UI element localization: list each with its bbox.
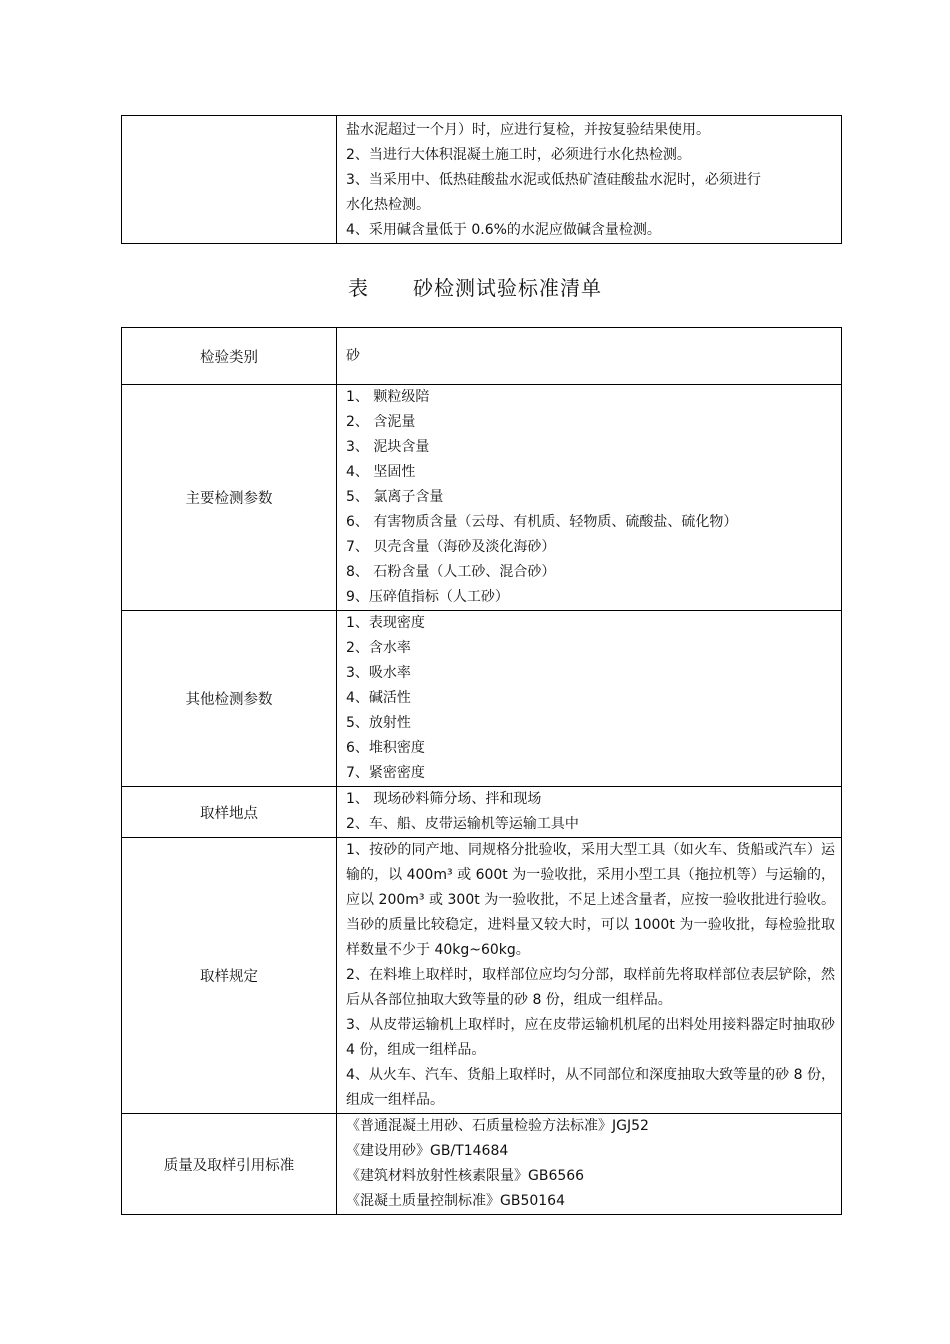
- sampling-rules-label: 取样规定: [122, 838, 337, 1114]
- table-row-standards: [122, 1114, 842, 1215]
- list-item: 1、 现场砂料筛分场、拌和现场: [346, 791, 542, 807]
- list-item: 4、碱活性: [346, 690, 411, 706]
- note-line: 3、当采用中、低热硅酸盐水泥或低热矿渣硅酸盐水泥时，必须进行: [346, 171, 761, 188]
- list-item: 3、 泥块含量: [346, 439, 430, 455]
- other-params-label: 其他检测参数: [122, 611, 337, 787]
- rule-paragraph: 2、在料堆上取样时，取样部位应均匀分部，取样前先将取样部位表层铲除，然后从各部位抽取大致等量的砂 8 份，组成一组样品。: [346, 967, 835, 1008]
- cement-notes-cell: [337, 116, 842, 244]
- list-item: 5、放射性: [346, 715, 411, 731]
- note-line: 4、采用碱含量低于 0.6%的水泥应做碱含量检测。: [346, 221, 661, 238]
- list-item: 1、表现密度: [346, 615, 425, 631]
- rule-paragraph: 3、从皮带运输机上取样时，应在皮带运输机机尾的出料处用接料器定时抽取砂 4 份，组成一组样品。: [346, 1017, 835, 1058]
- sampling-location-list: [337, 787, 842, 838]
- category-label: 检验类别: [122, 328, 337, 385]
- list-item: 9、压碎值指标（人工砂）: [346, 589, 509, 605]
- list-item: 5、 氯离子含量: [346, 489, 444, 505]
- sampling-rules-text: [337, 838, 842, 1114]
- table-title: [0, 272, 950, 301]
- table-row-main-params: [122, 385, 842, 611]
- list-item: 6、 有害物质含量（云母、有机质、轻物质、硫酸盐、硫化物）: [346, 514, 738, 530]
- continuation-table: [121, 115, 842, 244]
- other-params-list: [337, 611, 842, 787]
- list-item: 2、 含泥量: [346, 414, 416, 430]
- empty-label-cell: [122, 116, 337, 244]
- list-item: 4、 坚固性: [346, 464, 416, 480]
- sampling-location-label: 取样地点: [122, 787, 337, 838]
- list-item: 1、 颗粒级陪: [346, 389, 430, 405]
- table-row-sampling-location: [122, 787, 842, 838]
- list-item: 8、 石粉含量（人工砂、混合砂）: [346, 564, 556, 580]
- list-item: 7、 贝壳含量（海砂及淡化海砂）: [346, 539, 556, 555]
- note-line: 2、当进行大体积混凝土施工时，必须进行水化热检测。: [346, 146, 691, 163]
- table-row-other-params: [122, 611, 842, 787]
- list-item: 2、车、船、皮带运输机等运输工具中: [346, 816, 579, 832]
- standard-item: 《建筑材料放射性核素限量》GB6566: [346, 1168, 585, 1184]
- list-item: 6、堆积密度: [346, 740, 425, 756]
- standard-item: 《建设用砂》GB/T14684: [346, 1143, 509, 1159]
- list-item: 3、吸水率: [346, 665, 411, 681]
- sand-testing-standards-table: [121, 327, 842, 1215]
- standard-item: 《普通混凝土用砂、石质量检验方法标准》JGJ52: [346, 1118, 649, 1134]
- rule-paragraph: 1、按砂的同产地、同规格分批验收，采用大型工具（如火车、货船或汽车）运输的，以 400m³ 或 600t 为一验收批，采用小型工具（拖拉机等）与运输的，应以 200m³ 或 300t 为一验收批，不足上述含量者，应按一验收批进行验收。当砂的质量比较稳定，进料量又较大时，可以 1000t 为一验收批，每检验批取样数量不少于 40kg~60kg。: [346, 842, 835, 958]
- table-row-sampling-rules: [122, 838, 842, 1114]
- list-item: 7、紧密密度: [346, 765, 425, 781]
- table-row-category: [122, 328, 842, 385]
- note-line: 盐水泥超过一个月）时，应进行复检，并按复验结果使用。: [346, 121, 710, 138]
- main-params-list: [337, 385, 842, 611]
- standards-list: [337, 1114, 842, 1215]
- main-params-label: 主要检测参数: [122, 385, 337, 611]
- note-line: 水化热检测。: [346, 196, 430, 213]
- category-value: 砂: [337, 328, 842, 385]
- table-row: [122, 116, 842, 244]
- table-title-prefix: 表: [348, 276, 369, 300]
- list-item: 2、含水率: [346, 640, 411, 656]
- rule-paragraph: 4、从火车、汽车、货船上取样时，从不同部位和深度抽取大致等量的砂 8 份，组成一组样品。: [346, 1067, 835, 1108]
- standard-item: 《混凝土质量控制标准》GB50164: [346, 1193, 565, 1209]
- table-title-text: 砂检测试验标准清单: [413, 276, 602, 300]
- standards-label: 质量及取样引用标准: [122, 1114, 337, 1215]
